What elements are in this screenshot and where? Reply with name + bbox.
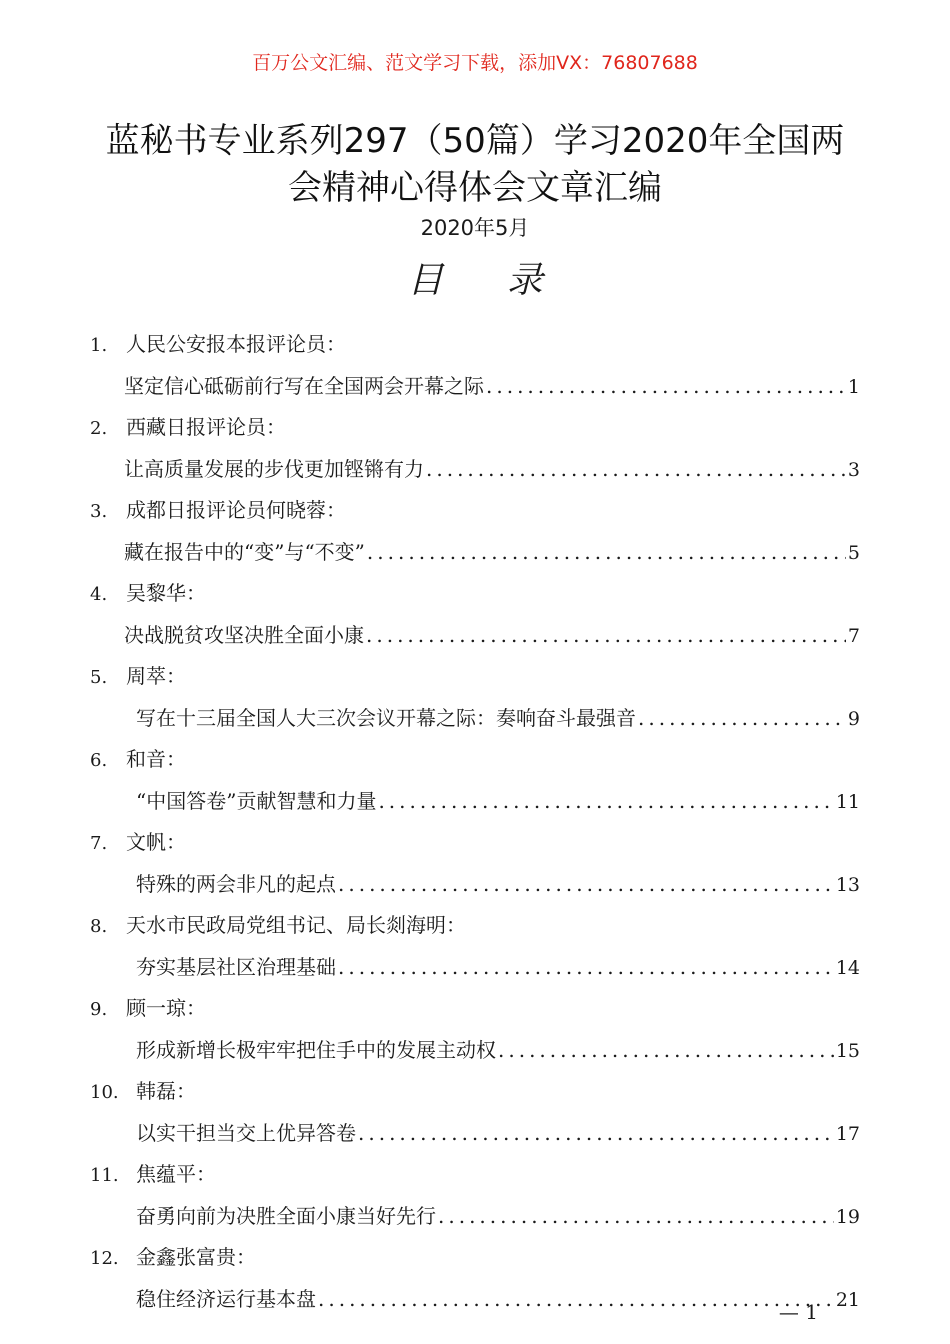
toc-entry-page: 15 — [835, 1040, 860, 1062]
toc-entry-author-name: 周萃： — [126, 664, 186, 688]
toc-entry-title: 特殊的两会非凡的起点 — [136, 872, 336, 896]
toc-dot-leader — [498, 1036, 834, 1064]
toc-dot-leader — [438, 1202, 834, 1230]
toc-entry-page: 1 — [847, 376, 860, 398]
toc-entry-page: 21 — [835, 1289, 860, 1311]
toc-entry-number: 10. — [90, 1082, 119, 1103]
document-title-line2: 会精神心得体会文章汇编 — [288, 168, 662, 208]
toc-entry-title: 奋勇向前为决胜全面小康当好先行 — [136, 1204, 436, 1228]
toc-entry-author — [90, 994, 206, 1024]
toc-entry-author — [90, 1160, 216, 1190]
toc-entry-author — [90, 496, 346, 526]
toc-entry-author-name: 文帆： — [126, 830, 186, 854]
toc-entry-title: 让高质量发展的步伐更加铿锵有力 — [124, 457, 424, 481]
toc-entry-line[interactable] — [136, 870, 860, 899]
toc-entry-author-name: 成都日报评论员何晓蓉： — [126, 498, 346, 522]
toc-entry-title: “中国答卷”贡献智慧和力量 — [136, 789, 377, 813]
document-date: 2020年5月 — [420, 216, 530, 240]
toc-dot-leader — [378, 787, 833, 815]
toc-entry-author — [90, 1077, 196, 1107]
toc-entry-line[interactable] — [124, 538, 860, 567]
toc-entry-number: 3. — [90, 501, 108, 522]
toc-dot-leader — [486, 372, 846, 400]
toc-entry-author-name: 顾一琼： — [126, 996, 206, 1020]
toc-entry-line[interactable] — [124, 372, 860, 401]
toc-dot-leader — [338, 870, 834, 898]
toc-entry-author — [90, 828, 186, 858]
toc-entry-title: 形成新增长极牢牢把住手中的发展主动权 — [136, 1038, 496, 1062]
toc-entry-title: 藏在报告中的“变”与“不变” — [124, 540, 365, 564]
toc-entry-author — [90, 911, 466, 941]
toc-entry-line[interactable] — [136, 704, 860, 733]
toc-entry-author — [90, 413, 286, 443]
toc-dot-leader — [426, 455, 846, 483]
toc-heading: 目 录 — [407, 260, 569, 301]
toc-entry-number: 1. — [90, 335, 108, 356]
toc-entry-number: 7. — [90, 833, 108, 854]
toc-entry-author-name: 西藏日报评论员： — [126, 415, 286, 439]
toc-entry-author-name: 人民公安报本报评论员： — [126, 332, 346, 356]
header-banner: 百万公文汇编、范文学习下载，添加VX：76807688 — [252, 52, 698, 74]
toc-entry-number: 5. — [90, 667, 108, 688]
toc-entry-number: 9. — [90, 999, 108, 1020]
toc-entry-page: 5 — [847, 542, 860, 564]
toc-entry-page: 13 — [835, 874, 860, 896]
toc-entry-author — [90, 662, 186, 692]
document-title-line1: 蓝秘书专业系列297（50篇）学习2020年全国两 — [105, 121, 845, 161]
toc-entry-line[interactable] — [136, 1119, 860, 1148]
toc-entry-number: 2. — [90, 418, 108, 439]
toc-entry-title: 坚定信心砥砺前行写在全国两会开幕之际 — [124, 374, 484, 398]
toc-dot-leader — [638, 704, 846, 732]
toc-entry-author-name: 天水市民政局党组书记、局长剡海明： — [126, 913, 466, 937]
toc-entry-page: 7 — [847, 625, 860, 647]
toc-entry-author-name: 金鑫张富贵： — [136, 1245, 256, 1269]
toc-entry-author — [90, 1243, 256, 1273]
toc-entry-page: 9 — [847, 708, 860, 730]
toc-entry-number: 8. — [90, 916, 108, 937]
toc-entry-line[interactable] — [136, 1202, 860, 1231]
toc-entry-author-name: 吴黎华： — [126, 581, 206, 605]
toc-entry-page: 19 — [835, 1206, 860, 1228]
toc-dot-leader — [318, 1285, 834, 1313]
toc-entry-title: 稳住经济运行基本盘 — [136, 1287, 316, 1311]
toc-entry-author-name: 焦蕴平： — [136, 1162, 216, 1186]
toc-entry-line[interactable] — [124, 621, 860, 650]
toc-dot-leader — [367, 538, 846, 566]
toc-entry-line[interactable] — [136, 787, 860, 816]
toc-entry-author — [90, 745, 186, 775]
toc-entry-title: 以实干担当交上优异答卷 — [136, 1121, 356, 1145]
toc-entry-author-name: 和音： — [126, 747, 186, 771]
toc-entry-title: 决战脱贫攻坚决胜全面小康 — [124, 623, 364, 647]
toc-entry-number: 11. — [90, 1165, 119, 1186]
toc-entry-number: 4. — [90, 584, 108, 605]
toc-entry-number: 6. — [90, 750, 108, 771]
toc-entry-author — [90, 330, 346, 360]
toc-entry-page: 3 — [847, 459, 860, 481]
toc-dot-leader — [366, 621, 846, 649]
page-number-footer: — 1 — [778, 1300, 818, 1324]
toc-entry-line[interactable] — [136, 1036, 860, 1065]
toc-entry-author — [90, 579, 206, 609]
toc-entry-line[interactable] — [136, 953, 860, 982]
toc-dot-leader — [338, 953, 834, 981]
toc-entry-line[interactable] — [124, 455, 860, 484]
toc-entry-line[interactable] — [136, 1285, 860, 1314]
toc-dot-leader — [358, 1119, 834, 1147]
toc-entry-page: 14 — [835, 957, 860, 979]
toc-entry-page: 11 — [835, 791, 860, 813]
toc-entry-title: 写在十三届全国人大三次会议开幕之际：奏响奋斗最强音 — [136, 706, 636, 730]
toc-entry-page: 17 — [835, 1123, 860, 1145]
toc-entry-author-name: 韩磊： — [136, 1079, 196, 1103]
toc-entry-number: 12. — [90, 1248, 119, 1269]
toc-entry-title: 夯实基层社区治理基础 — [136, 955, 336, 979]
